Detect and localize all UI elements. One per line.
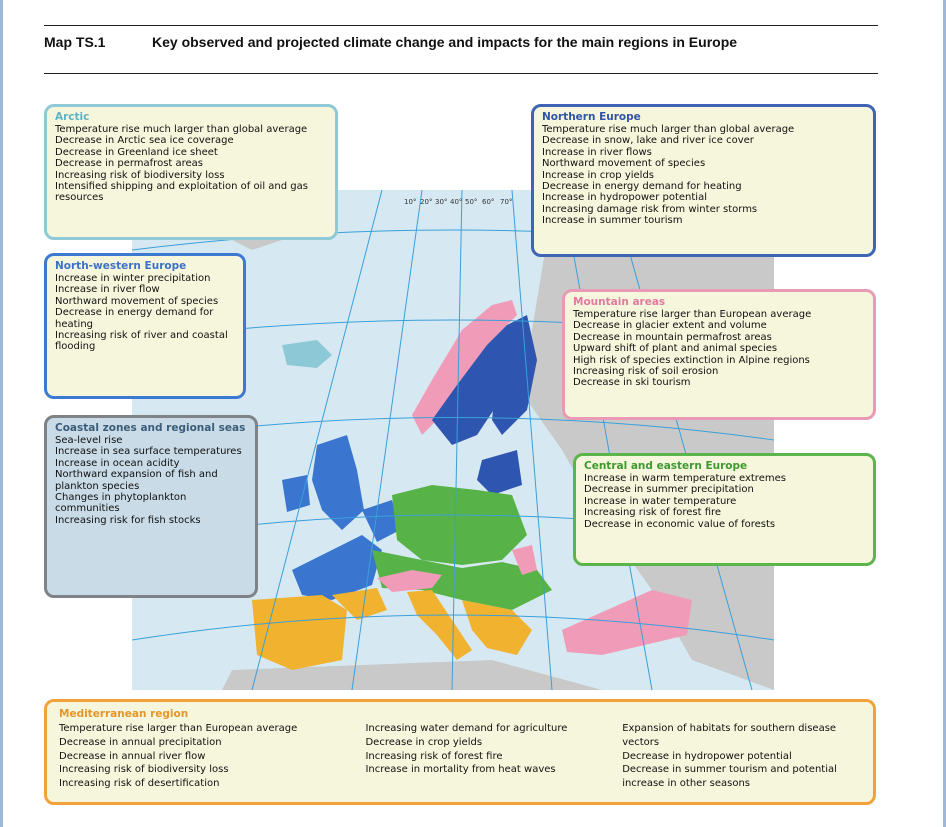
- coastal-item: Changes in phytoplankton communities: [55, 492, 187, 515]
- coastal-item: Increase in sea surface temperatures: [55, 446, 242, 458]
- coastal-item: Sea-level rise: [55, 435, 123, 446]
- mediterranean-item: Decrease in hydropower potential: [622, 750, 792, 762]
- mountain-item: High risk of species extinction in Alpine regions: [573, 354, 810, 366]
- header-top-rule: [44, 25, 878, 26]
- arctic-item: Decrease in Arctic sea ice coverage: [55, 135, 234, 147]
- north-western-item: Increase in river flow: [55, 284, 160, 296]
- central-eastern-europe-box: [573, 453, 876, 566]
- north-western-europe-box: [44, 253, 246, 399]
- north-western-title: North-western Europe: [55, 260, 187, 272]
- northern-item: Decrease in energy demand for heating: [542, 181, 742, 193]
- mediterranean-title: Mediterranean region: [59, 708, 189, 720]
- mediterranean-item: Expansion of habitats for southern disease vectors: [622, 723, 837, 748]
- northern-item: Decrease in snow, lake and river ice cover: [542, 135, 754, 147]
- mediterranean-item: Decrease in crop yields: [365, 736, 483, 748]
- northern-europe-title: Northern Europe: [542, 111, 641, 123]
- northern-item: Increase in crop yields: [542, 169, 655, 181]
- north-western-item: Increasing risk of river and coastal flooding: [55, 330, 228, 353]
- north-western-item: Decrease in energy demand for heating: [55, 307, 214, 330]
- mediterranean-item: Decrease in annual river flow: [59, 750, 206, 762]
- northern-item: Temperature rise much larger than global average: [542, 124, 795, 135]
- lon-label-10: 10°: [404, 198, 417, 206]
- lon-label-40: 40°: [450, 198, 463, 206]
- mediterranean-item: Decrease in annual precipitation: [59, 736, 222, 748]
- mountain-item: Upward shift of plant and animal species: [573, 343, 778, 355]
- mediterranean-column-3: [622, 722, 861, 791]
- map-title: Key observed and projected climate change and impacts for the main regions in Europe: [152, 34, 738, 50]
- mountain-item: Increasing risk of soil erosion: [573, 366, 719, 378]
- northern-item: Increase in summer tourism: [542, 215, 683, 227]
- mediterranean-item: Increasing risk of desertification: [59, 778, 220, 790]
- arctic-title: Arctic: [55, 111, 90, 123]
- lon-label-20: 20°: [420, 198, 433, 206]
- mediterranean-region-box: [44, 699, 876, 805]
- lon-label-50: 50°: [465, 198, 478, 206]
- mountain-item: Decrease in ski tourism: [573, 377, 691, 389]
- north-western-item: Northward movement of species: [55, 295, 219, 307]
- header-bottom-rule: [44, 73, 878, 74]
- northern-europe-box: [531, 104, 876, 257]
- northern-item: Increase in river flows: [542, 146, 652, 158]
- central-eastern-title: Central and eastern Europe: [584, 460, 748, 472]
- mediterranean-column-1: [59, 722, 365, 791]
- mountain-item: Decrease in mountain permafrost areas: [573, 331, 772, 343]
- lon-label-60: 60°: [482, 198, 495, 206]
- coastal-item: Increase in ocean acidity: [55, 457, 180, 469]
- central-eastern-item: Increasing risk of forest fire: [584, 507, 722, 519]
- central-eastern-item: Decrease in summer precipitation: [584, 484, 754, 496]
- central-eastern-item: Increase in warm temperature extremes: [584, 473, 786, 484]
- mediterranean-item: Increasing water demand for agriculture: [365, 723, 568, 734]
- north-western-item: Increase in winter precipitation: [55, 273, 211, 284]
- central-eastern-item: Increase in water temperature: [584, 495, 737, 507]
- arctic-item: Intensified shipping and exploitation of oil and gas resources: [55, 181, 308, 204]
- northern-item: Increasing damage risk from winter storms: [542, 203, 758, 215]
- land-iberia: [252, 595, 347, 670]
- mediterranean-item: Increase in mortality from heat waves: [365, 764, 556, 776]
- arctic-item: Increasing risk of biodiversity loss: [55, 169, 225, 181]
- mediterranean-column-2: [365, 722, 622, 791]
- coastal-item: Northward expansion of fish and plankton species: [55, 469, 218, 492]
- coastal-zones-title: Coastal zones and regional seas: [55, 422, 246, 434]
- mountain-item: Decrease in glacier extent and volume: [573, 320, 767, 332]
- arctic-item: Decrease in permafrost areas: [55, 158, 204, 170]
- northern-item: Northward movement of species: [542, 158, 706, 170]
- lon-label-70: 70°: [500, 198, 513, 206]
- mediterranean-item: Temperature rise larger than European average: [59, 723, 298, 734]
- mediterranean-item: Decrease in summer tourism and potential increase in other seasons: [622, 764, 837, 790]
- coastal-zones-box: [44, 415, 258, 598]
- arctic-item: Temperature rise much larger than global average: [55, 124, 308, 135]
- central-eastern-item: Decrease in economic value of forests: [584, 518, 776, 530]
- mountain-areas-title: Mountain areas: [573, 296, 666, 308]
- arctic-box: [44, 104, 338, 240]
- mediterranean-item: Increasing risk of forest fire: [365, 750, 503, 762]
- map-id: Map TS.1: [44, 34, 106, 50]
- mountain-areas-box: [562, 289, 876, 420]
- northern-item: Increase in hydropower potential: [542, 192, 707, 204]
- lon-label-30: 30°: [435, 198, 448, 206]
- arctic-item: Decrease in Greenland ice sheet: [55, 146, 218, 158]
- coastal-item: Increasing risk for fish stocks: [55, 514, 201, 526]
- mediterranean-item: Increasing risk of biodiversity loss: [59, 764, 229, 776]
- mountain-item: Temperature rise larger than European average: [573, 309, 812, 320]
- left-frame-edge: [0, 0, 3, 827]
